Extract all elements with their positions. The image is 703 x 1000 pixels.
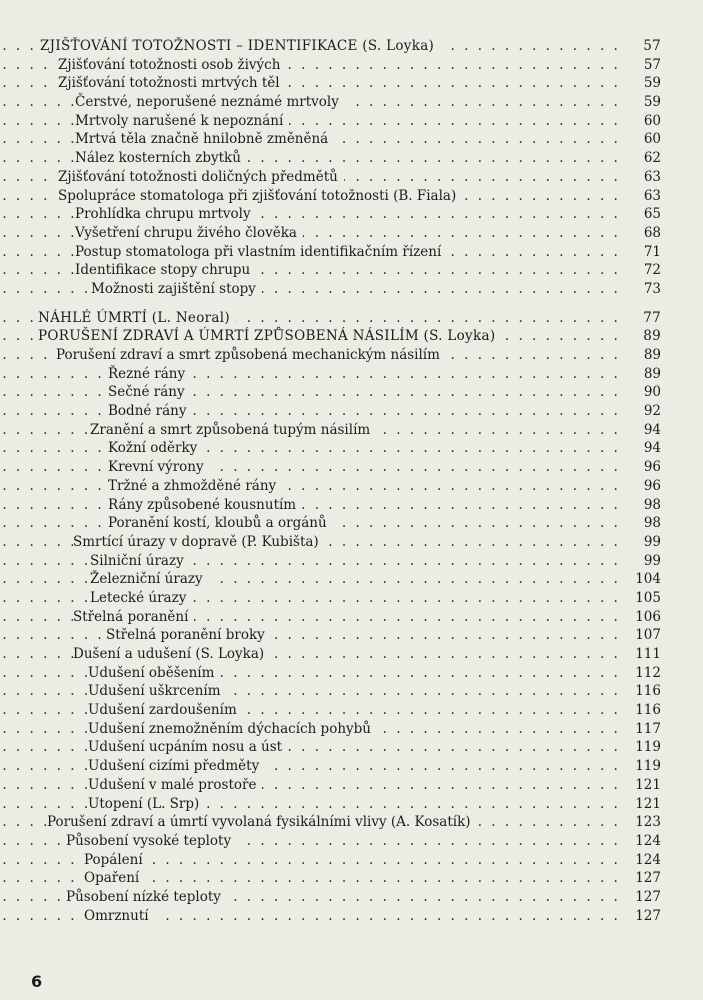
toc-entry-page: 96 bbox=[617, 477, 661, 496]
toc-entry bbox=[0, 149, 703, 168]
toc-entry-page: 98 bbox=[617, 514, 661, 533]
toc-entry-title: Zranění a smrt způsobená tupým násilím bbox=[90, 422, 376, 438]
toc-entry-title: Udušení uškrcením bbox=[88, 683, 227, 699]
toc-entry-title: Působení nízké teploty bbox=[66, 889, 227, 905]
toc-entry-page: 60 bbox=[617, 112, 661, 131]
toc-entry bbox=[0, 682, 703, 701]
toc-entry bbox=[0, 664, 703, 683]
toc-entry bbox=[0, 243, 703, 262]
toc-entry-page: 92 bbox=[617, 402, 661, 421]
toc-entry-page: 96 bbox=[617, 458, 661, 477]
toc-entry bbox=[0, 477, 703, 496]
toc-entry-title: Letecké úrazy bbox=[90, 590, 192, 606]
leader-dots bbox=[0, 402, 645, 421]
toc-entry bbox=[0, 813, 703, 832]
toc-entry-page: 105 bbox=[617, 589, 661, 608]
toc-entry-page: 57 bbox=[617, 37, 661, 56]
toc-entry-page: 119 bbox=[617, 757, 661, 776]
toc-gap bbox=[0, 299, 703, 309]
toc-entry-page: 107 bbox=[617, 626, 661, 645]
toc-entry-title: Čerstvé, neporušené neznámé mrtvoly bbox=[75, 94, 345, 110]
toc-entry-title: Sečné rány bbox=[108, 384, 191, 400]
leader-dots bbox=[0, 365, 645, 384]
toc-entry bbox=[0, 112, 703, 131]
toc-entry-page: 57 bbox=[617, 56, 661, 75]
toc-entry-title: Smrtící úrazy v dopravě (P. Kubišta) bbox=[73, 534, 325, 550]
toc-entry-title: Dušení a udušení (S. Loyka) bbox=[73, 646, 270, 662]
toc-entry bbox=[0, 720, 703, 739]
toc-entry-title: Udušení znemožněním dýchacích pohybů bbox=[88, 721, 377, 737]
toc-entry-title: Udušení ucpáním nosu a úst bbox=[88, 739, 288, 755]
toc-entry-page: 116 bbox=[617, 701, 661, 720]
toc-entry bbox=[0, 589, 703, 608]
toc-entry-page: 127 bbox=[617, 907, 661, 926]
toc-entry bbox=[0, 869, 703, 888]
toc-entry bbox=[0, 346, 703, 365]
toc-entry-page: 112 bbox=[617, 664, 661, 683]
toc-entry bbox=[0, 402, 703, 421]
toc-entry bbox=[0, 570, 703, 589]
toc-entry-page: 59 bbox=[617, 93, 661, 112]
toc-entry-page: 99 bbox=[617, 533, 661, 552]
toc-entry-page: 124 bbox=[617, 832, 661, 851]
toc-entry-page: 63 bbox=[617, 187, 661, 206]
toc-entry-page: 127 bbox=[617, 888, 661, 907]
toc-entry bbox=[0, 280, 703, 299]
toc-entry-page: 65 bbox=[617, 205, 661, 224]
toc-entry bbox=[0, 533, 703, 552]
toc-entry-title: PORUŠENÍ ZDRAVÍ A ÚMRTÍ ZPŮSOBENÁ NÁSILÍM (S. Loyka) bbox=[38, 328, 501, 344]
toc-entry-title: Porušení zdraví a úmrtí vyvolaná fysikálními vlivy (A. Kosatík) bbox=[47, 814, 477, 830]
toc-entry-title: Možnosti zajištění stopy bbox=[91, 281, 262, 297]
toc-entry bbox=[0, 907, 703, 926]
toc-entry bbox=[0, 776, 703, 795]
leader-dots bbox=[0, 458, 645, 477]
toc-entry-page: 90 bbox=[617, 383, 661, 402]
toc-entry bbox=[0, 187, 703, 206]
toc-entry-title: Střelná poranění broky bbox=[106, 627, 271, 643]
toc-entry-title: Krevní výrony bbox=[108, 459, 210, 475]
leader-dots bbox=[0, 477, 645, 496]
toc-entry bbox=[0, 795, 703, 814]
toc-entry-page: 124 bbox=[617, 851, 661, 870]
toc-entry-title: Prohlídka chrupu mrtvoly bbox=[75, 206, 257, 222]
toc-entry-page: 68 bbox=[617, 224, 661, 243]
toc-entry-page: 73 bbox=[617, 280, 661, 299]
toc-entry bbox=[0, 514, 703, 533]
toc-entry bbox=[0, 645, 703, 664]
toc-entry bbox=[0, 383, 703, 402]
toc-entry bbox=[0, 261, 703, 280]
toc-entry-title: Zjišťování totožnosti mrtvých těl bbox=[58, 75, 286, 91]
toc-entry-page: 94 bbox=[617, 439, 661, 458]
toc-entry-page: 99 bbox=[617, 552, 661, 571]
toc-entry bbox=[0, 421, 703, 440]
toc-entry-page: 116 bbox=[617, 682, 661, 701]
toc-entry bbox=[0, 205, 703, 224]
leader-dots bbox=[0, 496, 645, 515]
toc-entry-title: Udušení oběšením bbox=[88, 665, 220, 681]
toc-entry-page: 77 bbox=[617, 309, 661, 328]
toc-entry bbox=[0, 608, 703, 627]
toc-entry-title: Porušení zdraví a smrt způsobená mechanickým násilím bbox=[56, 347, 446, 363]
toc-entry bbox=[0, 224, 703, 243]
toc-section-heading bbox=[0, 37, 703, 56]
toc-entry-title: Omrznutí bbox=[84, 908, 155, 924]
toc-entry-title: Mrtvá těla značně hnilobně změněná bbox=[75, 131, 334, 147]
toc-entry-title: Udušení v malé prostoře bbox=[88, 777, 262, 793]
toc-entry-title: Spolupráce stomatologa při zjišťování totožnosti (B. Fiala) bbox=[58, 188, 462, 204]
toc-entry-page: 98 bbox=[617, 496, 661, 515]
toc-entry-title: Nález kosterních zbytků bbox=[75, 150, 247, 166]
toc-entry bbox=[0, 832, 703, 851]
toc-entry bbox=[0, 851, 703, 870]
toc-section-heading bbox=[0, 327, 703, 346]
toc-entry bbox=[0, 365, 703, 384]
toc-entry bbox=[0, 168, 703, 187]
toc-entry-page: 60 bbox=[617, 130, 661, 149]
toc-entry bbox=[0, 56, 703, 75]
toc-entry-page: 89 bbox=[617, 327, 661, 346]
toc-entry-page: 119 bbox=[617, 738, 661, 757]
leader-dots bbox=[0, 439, 645, 458]
toc-entry-title: Udušení cizími předměty bbox=[88, 758, 265, 774]
toc-entry-title: Železniční úrazy bbox=[90, 571, 209, 587]
toc-entry-page: 121 bbox=[617, 776, 661, 795]
table-of-contents bbox=[0, 37, 703, 925]
toc-entry bbox=[0, 757, 703, 776]
toc-section-heading bbox=[0, 309, 703, 328]
toc-entry bbox=[0, 738, 703, 757]
toc-entry-title: Tržné a zhmožděné rány bbox=[108, 478, 282, 494]
toc-entry-title: Poranění kostí, kloubů a orgánů bbox=[108, 515, 333, 531]
toc-entry-page: 127 bbox=[617, 869, 661, 888]
toc-entry-page: 89 bbox=[617, 365, 661, 384]
toc-entry-page: 63 bbox=[617, 168, 661, 187]
toc-entry bbox=[0, 626, 703, 645]
toc-entry-title: Zjišťování totožnosti osob živých bbox=[58, 57, 286, 73]
toc-entry-title: Rány způsobené kousnutím bbox=[108, 497, 302, 513]
toc-entry-title: Postup stomatologa při vlastním identifikačním řízení bbox=[75, 244, 447, 260]
toc-entry bbox=[0, 496, 703, 515]
toc-entry-title: NÁHLÉ ÚMRTÍ (L. Neoral) bbox=[38, 310, 236, 326]
toc-entry-title: Silniční úrazy bbox=[90, 553, 190, 569]
toc-entry-title: Opaření bbox=[84, 870, 145, 886]
toc-entry-page: 71 bbox=[617, 243, 661, 262]
toc-entry-title: Zjišťování totožnosti doličných předmětů bbox=[58, 169, 344, 185]
toc-entry-page: 117 bbox=[617, 720, 661, 739]
page-number: 6 bbox=[31, 972, 43, 991]
toc-entry-page: 62 bbox=[617, 149, 661, 168]
toc-entry-page: 121 bbox=[617, 795, 661, 814]
toc-entry-title: Vyšetření chrupu živého člověka bbox=[75, 225, 303, 241]
toc-entry-page: 89 bbox=[617, 346, 661, 365]
toc-entry-title: Střelná poranění bbox=[73, 609, 194, 625]
toc-entry-title: Kožní oděrky bbox=[108, 440, 203, 456]
toc-entry-page: 72 bbox=[617, 261, 661, 280]
toc-entry-title: Identifikace stopy chrupu bbox=[75, 262, 256, 278]
toc-entry-page: 111 bbox=[617, 645, 661, 664]
toc-entry bbox=[0, 130, 703, 149]
toc-entry-title: Řezné rány bbox=[108, 366, 191, 382]
toc-entry bbox=[0, 439, 703, 458]
toc-entry bbox=[0, 74, 703, 93]
toc-entry bbox=[0, 458, 703, 477]
toc-entry bbox=[0, 701, 703, 720]
toc-entry-title: Působení vysoké teploty bbox=[66, 833, 237, 849]
toc-entry bbox=[0, 888, 703, 907]
toc-entry-page: 106 bbox=[617, 608, 661, 627]
toc-entry-title: Mrtvoly narušené k nepoznání bbox=[75, 113, 289, 129]
toc-entry-title: Utopení (L. Srp) bbox=[88, 796, 205, 812]
toc-entry-page: 94 bbox=[617, 421, 661, 440]
toc-entry-title: ZJIŠŤOVÁNÍ TOTOŽNOSTI – IDENTIFIKACE (S. Loyka) bbox=[40, 38, 440, 54]
toc-entry bbox=[0, 552, 703, 571]
leader-dots bbox=[0, 383, 645, 402]
toc-entry-title: Popálení bbox=[84, 852, 149, 868]
toc-entry-title: Udušení zardoušením bbox=[88, 702, 243, 718]
toc-entry-page: 123 bbox=[617, 813, 661, 832]
toc-entry-page: 59 bbox=[617, 74, 661, 93]
toc-entry-title: Bodné rány bbox=[108, 403, 193, 419]
toc-entry-page: 104 bbox=[617, 570, 661, 589]
toc-entry bbox=[0, 93, 703, 112]
leader-dots bbox=[0, 626, 645, 645]
